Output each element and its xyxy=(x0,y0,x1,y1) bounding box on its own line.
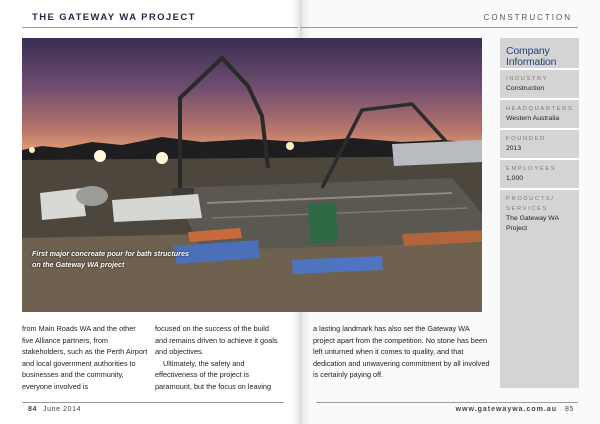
bottom-rule-left xyxy=(22,402,284,403)
info-label: INDUSTRY xyxy=(506,76,549,82)
flood-light xyxy=(29,147,35,153)
info-label: EMPLOYEES xyxy=(506,166,557,172)
mixer-drum xyxy=(76,186,108,206)
info-founded xyxy=(500,128,579,158)
info-industry xyxy=(500,68,579,98)
section-title: CONSTRUCTION xyxy=(483,13,572,22)
bottom-rule-right xyxy=(316,402,578,403)
body-column-1 xyxy=(22,323,148,393)
construction-scene xyxy=(22,38,482,312)
photo-caption: First major concreate pour for bath structures on the Gateway WA project xyxy=(32,249,189,269)
body-paragraph: a lasting landmark has also set the Gateway WA project apart from the competition. No stone has been left unturned when it comes to quality, and that dedication and unwavering commitment by all involved is certainly paying off. xyxy=(313,324,490,380)
info-value: Construction xyxy=(506,85,545,92)
flood-light xyxy=(94,150,106,162)
info-value: 2013 xyxy=(506,145,522,152)
flood-light xyxy=(156,152,168,164)
info-label: HEADQUARTERS xyxy=(506,106,574,112)
info-headquarters xyxy=(500,98,579,128)
folio-left xyxy=(28,406,81,413)
body-paragraph: from Main Roads WA and the other five Alliance partners, from stakeholders, such as the Perth Airport and local government authorities to businesses and the community, everyone involved is xyxy=(22,324,148,391)
folio-right xyxy=(456,406,574,413)
website-url: www.gatewaywa.com.au xyxy=(455,406,557,413)
info-value: The Gateway WA Project xyxy=(506,215,559,232)
issue-date: June 2014 xyxy=(43,406,82,413)
info-label: PRODUCTS/ SERVICES xyxy=(506,196,555,212)
info-employees xyxy=(500,158,579,188)
site-container xyxy=(308,202,338,244)
body-paragraph: Ultimately, the safety and effectiveness of the project is paramount, but the focus on leaving xyxy=(155,358,272,391)
flood-light xyxy=(286,142,294,150)
site-buildings xyxy=(392,140,482,166)
info-value: 1,000 xyxy=(506,175,524,182)
sidebar-title: Company Information xyxy=(506,45,557,68)
info-label: FOUNDED xyxy=(506,136,546,142)
body-column-2 xyxy=(155,323,281,393)
body-paragraph: focused on the success of the build and remains driven to achieve it goals and objectives. xyxy=(155,324,278,357)
top-rule-left xyxy=(22,27,298,28)
construction-photo xyxy=(22,38,482,312)
running-title: THE GATEWAY WA PROJECT xyxy=(32,12,196,23)
top-rule-right xyxy=(300,27,578,28)
info-value: Western Australia xyxy=(506,115,560,122)
page-number: 84 xyxy=(28,406,37,413)
info-products-services xyxy=(500,188,579,238)
page-number: 85 xyxy=(565,406,574,413)
body-column-3 xyxy=(313,323,491,381)
company-info-sidebar xyxy=(500,38,579,388)
